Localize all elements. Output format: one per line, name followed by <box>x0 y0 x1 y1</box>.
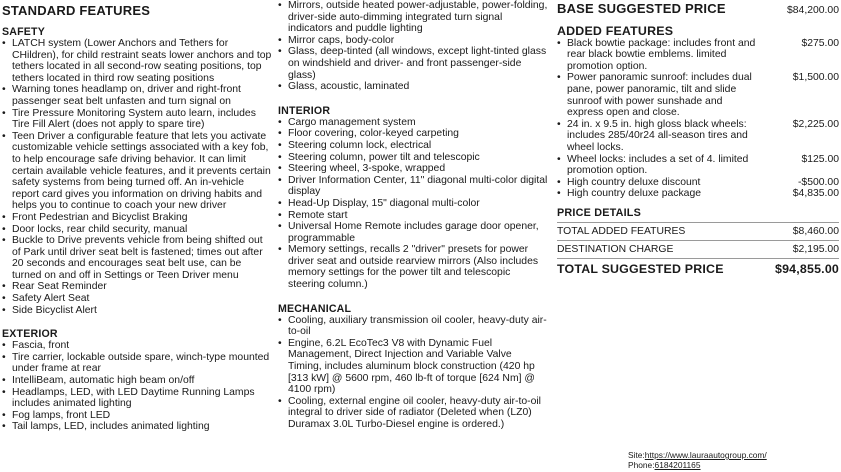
mechanical-list <box>278 315 548 431</box>
interior-item: • Floor covering, color-keyed carpeting <box>278 128 548 140</box>
safety-item: • Buckle to Drive prevents vehicle from being shifted out of Park until driver seat belt is fastened; times out after 20 seconds and encourages seat belt use, can be turned on and off in Settings or Teen Driver menu <box>2 235 272 281</box>
added-feature-amount: $1,500.00 <box>792 72 839 84</box>
phone-line <box>628 460 767 470</box>
interior-item: • Memory settings, recalls 2 "driver" presets for power driver seat and outside rearview mirrors (Also includes memory settings for the power tilt and telescopic steering column.) <box>278 244 548 290</box>
safety-item: • Rear Seat Reminder <box>2 281 272 293</box>
safety-item: • Front Pedestrian and Bicyclist Braking <box>2 212 272 224</box>
exterior-list <box>2 340 272 433</box>
interior-item: • Driver Information Center, 11" diagonal multi-color digital display <box>278 175 548 198</box>
phone-link[interactable]: 6184201165 <box>654 460 701 470</box>
exterior-item: • Mirror caps, body-color <box>278 35 548 47</box>
mechanical-item: • Cooling, auxiliary transmission oil cooler, heavy-duty air-to-oil <box>278 315 548 338</box>
total-added-label: TOTAL ADDED FEATURES <box>557 225 686 237</box>
added-feature-item <box>557 188 839 200</box>
destination-row <box>557 241 839 259</box>
exterior-item: • Headlamps, LED, with LED Daytime Running Lamps includes animated lighting <box>2 387 272 410</box>
site-label: Site: <box>628 450 645 460</box>
mechanical-item: • Cooling, external engine oil cooler, heavy-duty air-to-oil integral to driver side of radiator (Deleted when (LZ0) Duramax 3.0L Turbo-Diesel engine is ordered.) <box>278 396 548 431</box>
added-feature-amount: $4,835.00 <box>792 188 839 200</box>
exterior-item: • Fascia, front <box>2 340 272 352</box>
mechanical-item: • Engine, 6.2L EcoTec3 V8 with Dynamic Fuel Management, Direct Injection and Variable Valve Timing, includes aluminum block construction (420 hp [313 kW] @ 5600 rpm, 460 lb-ft of torque [624 Nm] @ 4100 rpm) <box>278 338 548 396</box>
exterior-item: • Tail lamps, LED, includes animated lighting <box>2 421 272 433</box>
safety-item: • Safety Alert Seat <box>2 293 272 305</box>
added-feature-desc: • Wheel locks: includes a set of 4. limited promotion option. <box>567 153 749 177</box>
mechanical-heading: MECHANICAL <box>278 302 352 315</box>
exterior-heading: EXTERIOR <box>2 328 58 341</box>
base-price-label: BASE SUGGESTED PRICE <box>557 1 726 16</box>
base-price-value: $84,200.00 <box>786 5 839 16</box>
interior-item: • Universal Home Remote includes garage door opener, programmable <box>278 221 548 244</box>
safety-item: • LATCH system (Lower Anchors and Tethers for CHildren), for child restraint seats lower anchors and top tethers located in all second-row seating positions, top tethers located in third row seating positions <box>2 38 272 84</box>
interior-list <box>278 117 548 291</box>
exterior-list-continued <box>278 0 548 93</box>
added-feature-amount: $125.00 <box>801 153 839 165</box>
safety-item: • Side Bicyclist Alert <box>2 305 272 317</box>
exterior-item: • IntelliBeam, automatic high beam on/off <box>2 375 272 387</box>
added-feature-item <box>557 177 839 189</box>
added-feature-item <box>557 119 839 154</box>
dealer-contact <box>628 450 767 470</box>
added-features-title: ADDED FEATURES <box>557 23 674 38</box>
total-price-value: $94,855.00 <box>774 261 839 276</box>
interior-item: • Steering wheel, 3-spoke, wrapped <box>278 163 548 175</box>
destination-label: DESTINATION CHARGE <box>557 243 674 255</box>
exterior-item: • Tire carrier, lockable outside spare, winch-type mounted under frame at rear <box>2 352 272 375</box>
total-price-label: TOTAL SUGGESTED PRICE <box>557 261 724 276</box>
added-feature-desc: • High country deluxe package <box>567 188 702 200</box>
site-link[interactable]: https://www.lauraautogroup.com/ <box>644 450 767 460</box>
safety-item: • Door locks, rear child security, manual <box>2 224 272 236</box>
added-feature-amount: $275.00 <box>801 37 839 49</box>
destination-value: $2,195.00 <box>792 243 839 255</box>
column-pricing <box>557 0 839 278</box>
added-feature-item <box>557 38 839 73</box>
column-left <box>2 0 272 433</box>
interior-item: • Steering column, power tilt and telescopic <box>278 152 548 164</box>
total-price-row <box>557 259 839 278</box>
safety-list <box>2 38 272 316</box>
base-price-row <box>557 1 839 17</box>
site-line <box>628 450 767 460</box>
added-feature-desc: • High country deluxe discount <box>567 176 701 188</box>
added-feature-amount: $2,225.00 <box>792 118 839 130</box>
added-feature-item <box>557 154 839 177</box>
added-feature-desc: • Power panoramic sunroof: includes dual pane, power panoramic, tilt and slide sunroof with power sunshade and express open and close. <box>567 72 752 119</box>
safety-item: • Warning tones headlamp on, driver and right-front passenger seat belt unfasten and turn signal on <box>2 84 272 107</box>
column-middle <box>278 0 548 431</box>
phone-label: Phone: <box>628 460 655 470</box>
total-added-value: $8,460.00 <box>792 225 839 237</box>
exterior-item: • Glass, deep-tinted (all windows, except light-tinted glass on windshield and driver- and front passenger-side glass) <box>278 46 548 81</box>
standard-features-title: STANDARD FEATURES <box>2 3 151 18</box>
interior-item: • Steering column lock, electrical <box>278 140 548 152</box>
exterior-item: • Mirrors, outside heated power-adjustable, power-folding, driver-side auto-dimming integrated turn signal indicators and puddle lighting <box>278 0 548 35</box>
safety-item: • Tire Pressure Monitoring System auto learn, includes Tire Fill Alert (does not apply to spare tire) <box>2 108 272 131</box>
price-details-title: PRICE DETAILS <box>557 207 839 223</box>
safety-heading: SAFETY <box>2 26 45 38</box>
safety-item: • Teen Driver a configurable feature that lets you activate customizable vehicle settings associated with a key fob, to help encourage safe driving behavior. It can limit certain available vehicle features, and it prevents certain safety systems from being turned off. An in-vehicle report card gives you information on driving habits and helps you to continue to coach your new driver <box>2 131 272 212</box>
interior-item: • Remote start <box>278 210 548 222</box>
interior-heading: INTERIOR <box>278 104 331 117</box>
interior-item: • Cargo management system <box>278 117 548 129</box>
interior-item: • Head-Up Display, 15" diagonal multi-color <box>278 198 548 210</box>
added-feature-amount: -$500.00 <box>797 176 839 188</box>
added-features-list <box>557 38 839 200</box>
exterior-item: • Fog lamps, front LED <box>2 410 272 422</box>
exterior-item: • Glass, acoustic, laminated <box>278 81 548 93</box>
added-feature-desc: • 24 in. x 9.5 in. high gloss black wheels: includes 285/40r24 all-season tires and wheel locks. <box>567 118 748 153</box>
added-feature-item <box>557 72 839 118</box>
total-added-row <box>557 223 839 241</box>
added-feature-desc: • Black bowtie package: includes front and rear black bowtie emblems. limited promotion option. <box>567 37 756 72</box>
